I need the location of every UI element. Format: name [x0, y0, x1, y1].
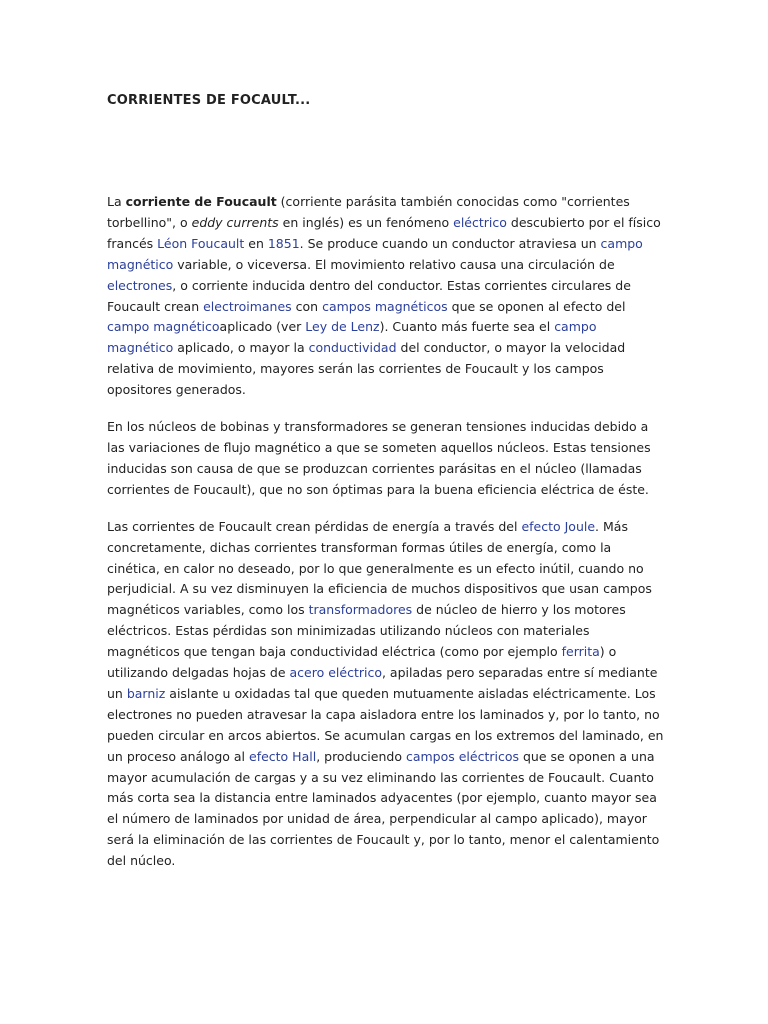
link-conductividad[interactable]: conductividad [308, 340, 397, 356]
link-campos-electricos[interactable]: campos eléctricos [405, 748, 520, 764]
text-span: ) o utilizando delgadas hojas de [107, 644, 617, 681]
text-span: en [244, 235, 268, 251]
link-electrico[interactable]: eléctrico [453, 214, 507, 230]
document-title: CORRIENTES DE FOCAULT... [107, 93, 311, 108]
link-leon-foucault[interactable]: Léon Foucault [157, 235, 245, 251]
text-span: descubierto por el físico francés [107, 214, 661, 251]
paragraph-3 [107, 517, 665, 872]
link-efecto-hall[interactable]: efecto Hall [249, 748, 317, 764]
link-campos-magneticos[interactable]: campos magnéticos [322, 298, 448, 314]
text-span: que se oponen a una mayor acumulación de cargas y a su vez eliminando las corrientes de Foucault. Cuanto más corta sea la distancia entre laminados adyacentes (por ejemplo, cuanto mayor sea el número de laminados por unidad de área, perpendicular al campo aplicado), mayor será la eliminación de las corrientes de Foucault y, por lo tanto, menor el calentamiento del núcleo. [107, 748, 660, 869]
text-span: aplicado (ver [219, 319, 306, 335]
document-body [107, 192, 665, 888]
text-span: del conductor, o mayor la velocidad relativa de movimiento, mayores serán las corrientes de Foucault y los campos opositores generados. [107, 340, 626, 398]
text-span: de núcleo de hierro y los motores eléctricos. Estas pérdidas son minimizadas utilizando núcleos con materiales magnéticos que tengan baja conductividad eléctrica (como por ejemplo [107, 602, 626, 660]
link-ferrita[interactable]: ferrita [561, 644, 600, 660]
text-span: variable, o viceversa. El movimiento relativo causa una circulación de [173, 256, 615, 272]
text-span: con [291, 298, 323, 314]
link-acero-electrico[interactable]: acero eléctrico [289, 665, 382, 681]
link-efecto-joule[interactable]: efecto Joule [521, 518, 596, 534]
bold-term: corriente de Foucault [125, 194, 277, 209]
text-span: , o corriente inducida dentro del conductor. Estas corrientes circulares de Foucault crean [107, 277, 631, 314]
text-span: ). Cuanto más fuerte sea el [379, 319, 555, 335]
link-1851[interactable]: 1851 [267, 235, 300, 251]
text-span: . Se produce cuando un conductor atraviesa un [299, 235, 601, 251]
link-campo-magnetico[interactable]: campo magnético [107, 235, 643, 272]
text-span: que se oponen al efecto del [447, 298, 626, 314]
italic-term: eddy currents [191, 214, 279, 230]
text-span: . Más concretamente, dichas corrientes transforman formas útiles de energía, como la cinética, en calor no deseado, por lo que generalmente es un efecto inútil, cuando no perjudicial. A su vez disminuyen la eficiencia de muchos dispositivos que usan campos magnéticos variables, como los [107, 518, 652, 618]
text-span: aislante u oxidadas tal que queden mutuamente aisladas eléctricamente. Los electrones no pueden atravesar la capa aisladora entre los laminados y, por lo tanto, no pueden circular en arcos abiertos. Se acumulan cargas en los extremos del laminado, en un proceso análogo al [107, 685, 664, 764]
link-campo-magnetico-3[interactable]: campo magnético [107, 319, 597, 356]
link-electroimanes[interactable]: electroimanes [203, 298, 292, 314]
text-span: , apiladas pero separadas entre sí mediante un [107, 665, 658, 701]
text-span: aplicado, o mayor la [173, 340, 309, 356]
text-span: , produciendo [316, 748, 406, 764]
text-span: La [107, 194, 126, 209]
text-span: en inglés) es un fenómeno [278, 214, 454, 230]
link-electrones[interactable]: electrones [107, 277, 173, 293]
text-span: Las corrientes de Foucault crean pérdidas de energía a través del [107, 518, 522, 534]
paragraph-2: En los núcleos de bobinas y transformadores se generan tensiones inducidas debido a las variaciones de flujo magnético a que se someten aquellos núcleos. Estas tensiones inducidas son causa de que se produzcan corrientes parásitas en el núcleo (llamadas corrientes de Foucault), que no son óptimas para la buena eficiencia eléctrica de éste. [107, 419, 651, 497]
link-transformadores[interactable]: transformadores [308, 602, 413, 618]
link-ley-de-lenz[interactable]: Ley de Lenz [305, 319, 380, 335]
paragraph-1 [107, 192, 665, 401]
text-span: (corriente parásita también conocidas como "corrientes torbellino", o [107, 194, 630, 230]
link-campo-magnetico-2[interactable]: campo magnético [107, 319, 220, 335]
link-barniz[interactable]: barniz [126, 685, 166, 701]
